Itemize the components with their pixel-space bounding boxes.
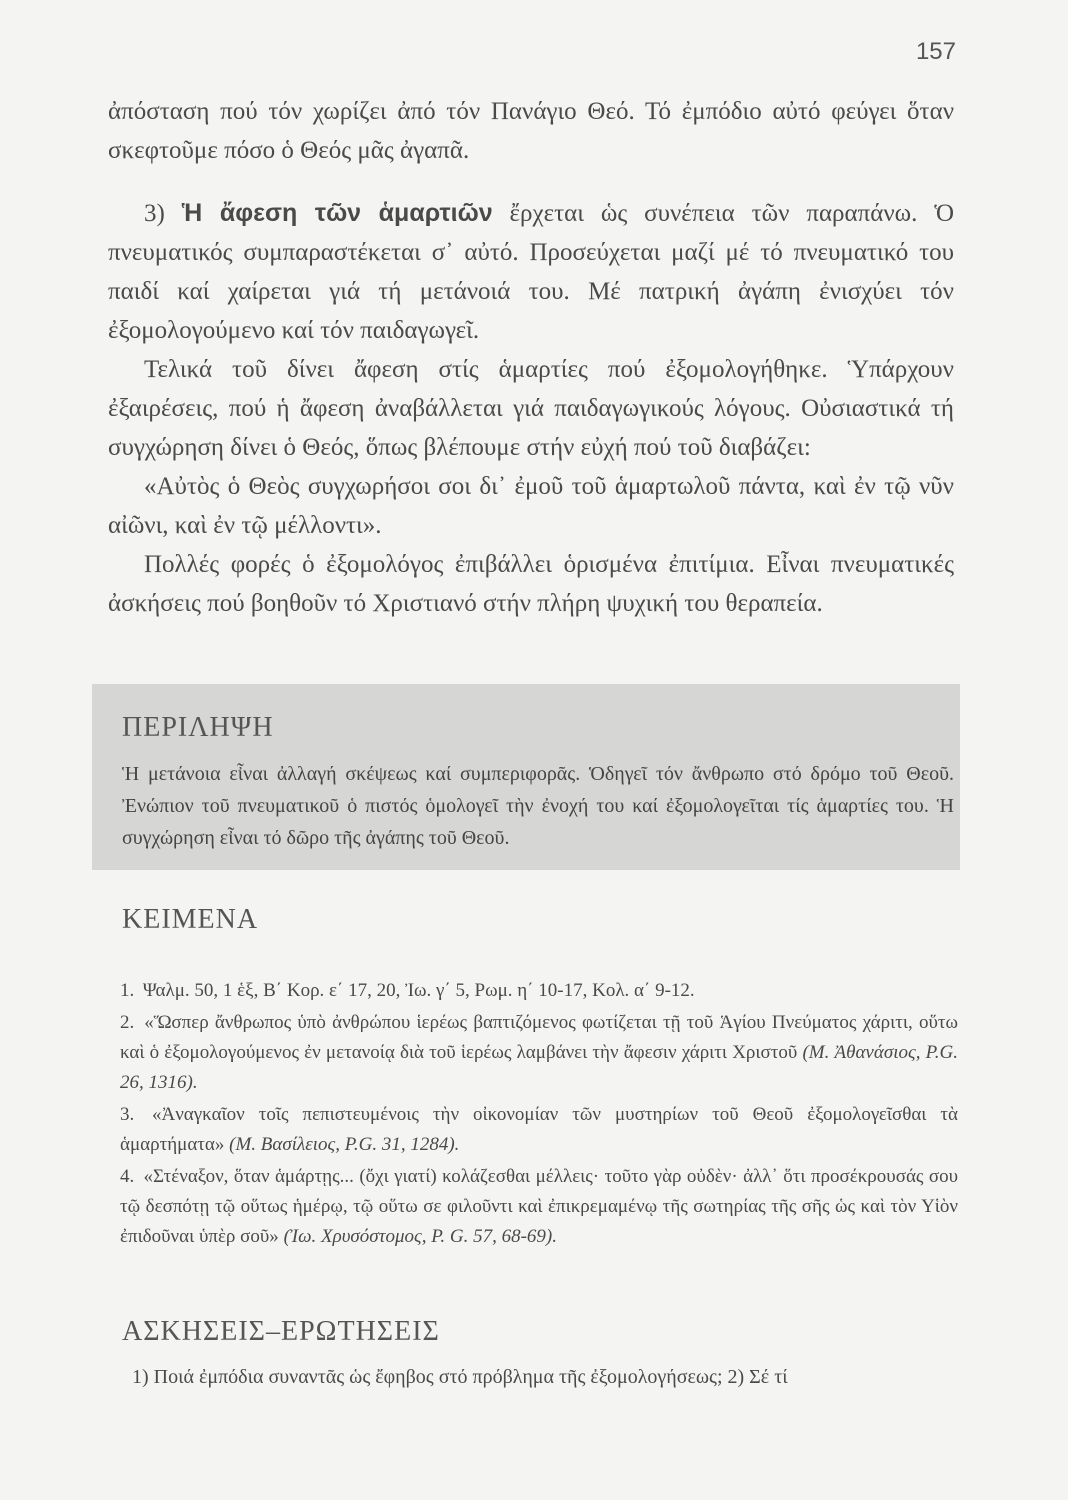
bold-term: Ἡ ἄφεση τῶν ἁμαρτιῶν	[181, 199, 493, 227]
list-item	[120, 1100, 958, 1160]
item-citation: (Ἰω. Χρυσόστομος, P. G. 57, 68-69).	[283, 1226, 558, 1247]
exercise-text: 1) Ποιά ἐμπόδια συναντᾶς ὡς ἔφηβος στό πρόβλημα τῆς ἐξομολογήσεως; 2) Σέ τί	[132, 1366, 788, 1388]
item-text: «Ἀναγκαῖον τοῖς πεπιστευμένοις τὴν οἰκονομίαν τῶν μυστηρίων τοῦ Θεοῦ ἐξομολογεῖσθαι τὰ ἁμαρτήματα»	[120, 1104, 959, 1155]
paragraph-4: Πολλές φορές ὁ ἐξομολόγος ἐπιβάλλει ὁρισμένα ἐπιτίμια. Εἶναι πνευματικές ἀσκήσεις πού βοηθοῦν τό Χριστιανό στήν πλήρη ψυχική του θεραπεία.	[108, 551, 954, 617]
paragraph-3: Τελικά τοῦ δίνει ἄφεση στίς ἁμαρτίες πού ἐξομολογήθηκε. Ὑπάρχουν ἐξαιρέσεις, πού ἡ ἄφεση ἀναβάλλεται γιά παιδαγωγικούς λόγους. Οὐσιαστικά τή συγχώρηση δίνει ὁ Θεός, ὅπως βλέπουμε στήν εὐχή πού τοῦ διαβάζει:	[108, 356, 954, 461]
list-item	[120, 976, 958, 1006]
prayer-quote: «Αὐτὸς ὁ Θεὸς συγχωρήσοι σοι δι᾽ ἐμοῦ τοῦ ἁμαρτωλοῦ πάντα, καὶ ἐν τῷ νῦν αἰῶνι, καὶ ἐν τῷ μέλλοντι».	[108, 473, 954, 539]
summary-text: Ἡ μετάνοια εἶναι ἀλλαγή σκέψεως καί συμπεριφορᾶς. Ὁδηγεῖ τόν ἄνθρωπο στό δρόμο τοῦ Θεοῦ. Ἐνώπιον τοῦ πνευματικοῦ ὁ πιστός ὁμολογεῖ τὴν ἐνοχή του καί ἐξομολογεῖται τίς ἁμαρτίες του. Ἡ συγχώρηση εἶναι τό δῶρο τῆς ἀγάπης τοῦ Θεοῦ.	[122, 763, 954, 849]
paragraph-2-rest: ἔρχεται ὡς συνέπεια τῶν παραπάνω. Ὁ πνευματικός συμπαραστέκεται σ᾽ αὐτό. Προσεύχεται μαζί μέ τό πνευματικό του παιδί καί χαίρεται γιά τή μετάνοιά του. Μέ πατρική ἀγάπη ἐνισχύει τόν ἐξομολογούμενο καί τόν παιδαγωγεῖ.	[108, 200, 955, 344]
item-text: «Ὥσπερ ἄνθρωπος ὑπὸ ἀνθρώπου ἱερέως βαπτιζόμενος φωτίζεται τῇ τοῦ Ἁγίου Πνεύματος χάριτι, οὕτω καὶ ὁ ἐξομολογούμενος ἐν μετανοίᾳ διὰ τοῦ ἱερέως λαμβάνει τὴν ἄφεσιν χάριτι Χριστοῦ	[120, 1012, 958, 1063]
texts-list	[120, 976, 958, 1254]
main-text	[108, 92, 954, 623]
item-citation: (Μ. Βασίλειος, P.G. 31, 1284).	[229, 1134, 460, 1155]
texts-heading: ΚΕΙΜΕΝΑ	[122, 904, 259, 935]
item-number: 2.	[120, 1012, 135, 1033]
item-number: 1.	[120, 980, 135, 1001]
item-number: 4.	[120, 1166, 135, 1187]
paragraph-1: ἀπόσταση πού τόν χωρίζει ἀπό τόν Πανάγιο Θεό. Τό ἐμπόδιο αὐτό φεύγει ὅταν σκεφτοῦμε πόσο ὁ Θεός μᾶς ἀγαπᾶ.	[108, 98, 954, 164]
item-text: «Στέναξον, ὅταν ἁμάρτῃς... (ὄχι γιατί) κολάζεσθαι μέλλεις· τοῦτο γὰρ οὐδὲν· ἀλλ᾽ ὅτι προσέκρουσάς σου τῷ δεσπότῃ τῷ οὕτως ἡμέρῳ, τῷ οὕτω σε φιλοῦντι καὶ ἐπικρεμαμένῳ τῆς σωτηρίας τῆς σῆς ὡς καὶ τὸν Υἱὸν ἐπιδοῦναι ὑπὲρ σοῦ»	[120, 1166, 959, 1247]
summary-heading: ΠΕΡΙΛΗΨΗ	[122, 712, 274, 743]
item-number: 3.	[120, 1104, 135, 1125]
exercises-heading: ΑΣΚΗΣΕΙΣ–ΕΡΩΤΗΣΕΙΣ	[122, 1316, 440, 1347]
list-item	[120, 1008, 958, 1098]
page-number: 157	[915, 38, 956, 65]
paragraph-2	[108, 194, 954, 350]
item-citation: (Μ. Ἀθανάσιος, P.G. 26, 1316).	[120, 1042, 958, 1093]
item-text: Ψαλμ. 50, 1 ἑξ, Β΄ Κορ. ε΄ 17, 20, Ἰω. γ΄ 5, Ρωμ. η΄ 10-17, Κολ. α΄ 9-12.	[142, 980, 695, 1001]
point-number: 3)	[144, 200, 182, 227]
list-item	[120, 1162, 958, 1252]
